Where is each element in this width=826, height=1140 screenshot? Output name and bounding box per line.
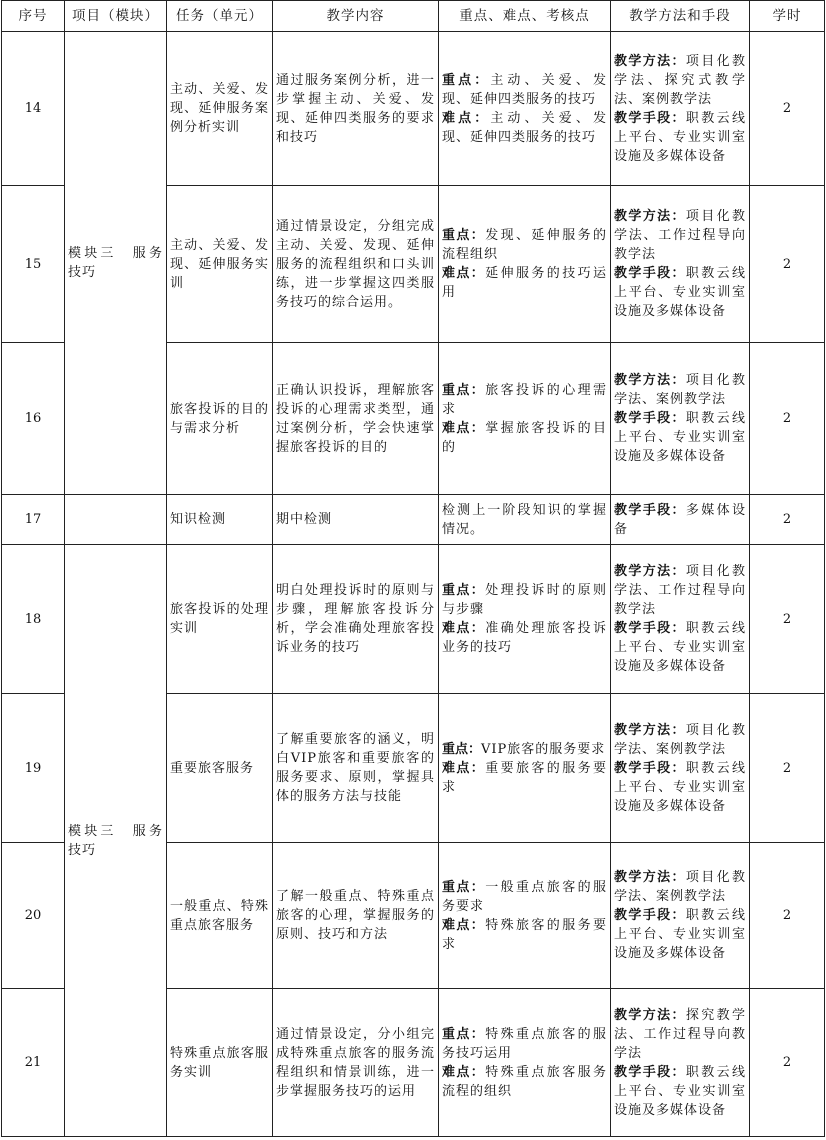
means-text: 职教云线上平台、专业实训室设施及多媒体设备 xyxy=(614,110,746,164)
row-number: 14 xyxy=(2,32,65,186)
means-label: 教学手段： xyxy=(614,266,686,281)
table-row xyxy=(2,495,825,545)
header-no: 序号 xyxy=(2,1,65,32)
hours-cell: 2 xyxy=(750,545,825,694)
task-cell: 特殊重点旅客服务实训 xyxy=(167,989,273,1137)
key-label: 重点： xyxy=(442,228,486,243)
task-cell: 重要旅客服务 xyxy=(167,694,273,843)
curriculum-table xyxy=(1,0,825,1137)
table-header-row xyxy=(2,1,825,32)
key-text: 主动、关爱、发现、延伸四类服务的技巧 xyxy=(442,72,607,107)
method-text: 项目化教学法、工作过程导向教学法 xyxy=(614,209,746,262)
key-text: 特殊重点旅客的服务技巧运用 xyxy=(442,1026,607,1061)
means-label: 教学手段： xyxy=(614,502,686,518)
means-text: 职教云线上平台、专业实训室设施及多媒体设备 xyxy=(614,411,746,464)
content-cell: 正确认识投诉，理解旅客投诉的心理需求类型，通过案例分析，学会快速掌握旅客投诉的目的 xyxy=(273,343,439,495)
means-label: 教学手段： xyxy=(614,760,686,776)
hours-cell: 2 xyxy=(750,186,825,343)
method-label: 教学方法： xyxy=(614,870,686,885)
row-number: 15 xyxy=(2,186,65,343)
means-label: 教学手段： xyxy=(614,1064,686,1080)
key-label: 重点： xyxy=(442,583,486,598)
method-text: 项目化教学法、案例教学法 xyxy=(614,722,746,757)
difficult-text: 准确处理旅客投诉业务的技巧 xyxy=(442,621,607,655)
content-cell: 了解一般重点、特殊重点旅客的心理，掌握服务的原则、技巧和方法 xyxy=(273,843,439,989)
header-content: 教学内容 xyxy=(273,1,439,32)
methods-cell xyxy=(611,495,750,545)
task-cell: 一般重点、特殊重点旅客服务 xyxy=(167,843,273,989)
method-text: 项目化教学法、案例教学法 xyxy=(614,870,746,904)
header-hours: 学时 xyxy=(750,1,825,32)
key-text: 一般重点旅客的服务要求 xyxy=(442,879,607,914)
hours-cell: 2 xyxy=(750,843,825,989)
key-points-cell xyxy=(439,843,611,989)
key-label: 重点： xyxy=(442,741,482,757)
header-module: 项目（模块） xyxy=(65,1,167,32)
key-label: 重点： xyxy=(442,879,486,895)
method-text: 探究教学法、工作过程导向教学法 xyxy=(614,1007,746,1061)
row-number: 18 xyxy=(2,545,65,694)
difficult-text: 重要旅客的服务要求 xyxy=(442,760,607,795)
methods-cell xyxy=(611,843,750,989)
method-label: 教学方法： xyxy=(614,209,686,224)
difficult-text: 延伸服务的技巧运用 xyxy=(442,266,607,300)
key-label: 重点： xyxy=(442,1026,486,1042)
methods-cell xyxy=(611,694,750,843)
key-points-cell xyxy=(439,989,611,1137)
means-text: 职教云线上平台、专业实训室设施及多媒体设备 xyxy=(614,1064,746,1118)
row-number: 21 xyxy=(2,989,65,1137)
header-methods: 教学方法和手段 xyxy=(611,1,750,32)
method-label: 教学方法： xyxy=(614,564,686,579)
hours-cell: 2 xyxy=(750,989,825,1137)
methods-cell xyxy=(611,343,750,495)
content-cell: 期中检测 xyxy=(273,495,439,545)
difficult-label: 难点： xyxy=(442,621,486,636)
difficult-label: 难点： xyxy=(442,110,491,126)
means-label: 教学手段： xyxy=(614,110,686,126)
content-cell: 通过情景设定，分组完成主动、关爱、发现、延伸服务的流程组织和口头训练，进一步掌握这四类服务技巧的综合运用。 xyxy=(273,186,439,343)
key-label: 重点： xyxy=(442,382,486,398)
key-points-cell: 检测上一阶段知识的掌握情况。 xyxy=(439,495,611,545)
table-row xyxy=(2,32,825,186)
header-task: 任务（单元） xyxy=(167,1,273,32)
difficult-label: 难点： xyxy=(442,917,486,933)
task-cell: 旅客投诉的目的与需求分析 xyxy=(167,343,273,495)
content-cell: 明白处理投诉时的原则与步骤，理解旅客投诉分析，学会准确处理旅客投诉业务的技巧 xyxy=(273,545,439,694)
method-label: 教学方法： xyxy=(614,1007,686,1023)
hours-cell: 2 xyxy=(750,343,825,495)
module-cell: 模块三 服务技巧 xyxy=(65,545,167,1137)
difficult-label: 难点： xyxy=(442,1064,486,1080)
module-cell-empty xyxy=(65,495,167,545)
key-text: 处理投诉时的原则与步骤 xyxy=(442,583,607,617)
table-row xyxy=(2,545,825,694)
method-text: 项目化教学法、探究式教学法、案例教学法 xyxy=(614,53,746,107)
means-text: 职教云线上平台、专业实训室设施及多媒体设备 xyxy=(614,266,746,319)
method-text: 项目化教学法、案例教学法 xyxy=(614,373,746,407)
difficult-text: 主动、关爱、发现、延伸四类服务的技巧 xyxy=(442,110,607,145)
difficult-label: 难点： xyxy=(442,266,486,281)
key-text: 旅客投诉的心理需求 xyxy=(442,382,607,417)
key-points-cell xyxy=(439,343,611,495)
key-points-cell xyxy=(439,545,611,694)
means-label: 教学手段： xyxy=(614,411,686,426)
means-label: 教学手段： xyxy=(614,908,686,923)
key-text: 发现、延伸服务的流程组织 xyxy=(442,228,607,262)
row-number: 20 xyxy=(2,843,65,989)
difficult-text: 掌握旅客投诉的目的 xyxy=(442,420,607,455)
task-cell: 旅客投诉的处理实训 xyxy=(167,545,273,694)
task-cell: 主动、关爱、发现、延伸服务实训 xyxy=(167,186,273,343)
row-number: 17 xyxy=(2,495,65,545)
difficult-label: 难点： xyxy=(442,760,486,776)
method-label: 教学方法： xyxy=(614,373,686,388)
difficult-label: 难点： xyxy=(442,420,486,436)
method-label: 教学方法： xyxy=(614,722,686,738)
hours-cell: 2 xyxy=(750,32,825,186)
hours-cell: 2 xyxy=(750,694,825,843)
row-number: 19 xyxy=(2,694,65,843)
hours-cell: 2 xyxy=(750,495,825,545)
difficult-text: 特殊旅客的服务要求 xyxy=(442,917,607,952)
means-text: 职教云线上平台、专业实训室设施及多媒体设备 xyxy=(614,908,746,961)
method-label: 教学方法： xyxy=(614,53,686,69)
content-cell: 通过服务案例分析，进一步掌握主动、关爱、发现、延伸四类服务的要求和技巧 xyxy=(273,32,439,186)
key-points-cell xyxy=(439,186,611,343)
content-cell: 了解重要旅客的涵义，明白VIP旅客和重要旅客的服务要求、原则，掌握具体的服务方法与技能 xyxy=(273,694,439,843)
key-points-cell xyxy=(439,32,611,186)
methods-cell xyxy=(611,186,750,343)
key-points-cell xyxy=(439,694,611,843)
header-key-points: 重点、难点、考核点 xyxy=(439,1,611,32)
methods-cell xyxy=(611,32,750,186)
task-cell: 主动、关爱、发现、延伸服务案例分析实训 xyxy=(167,32,273,186)
key-label: 重点： xyxy=(442,72,491,88)
methods-cell xyxy=(611,989,750,1137)
module-cell: 模块三 服务技巧 xyxy=(65,32,167,495)
means-text: 多媒体设备 xyxy=(614,502,746,537)
means-text: 职教云线上平台、专业实训室设施及多媒体设备 xyxy=(614,760,746,814)
task-cell: 知识检测 xyxy=(167,495,273,545)
content-cell: 通过情景设定，分小组完成特殊重点旅客的服务流程组织和情景训练，进一步掌握服务技巧的运用 xyxy=(273,989,439,1137)
methods-cell xyxy=(611,545,750,694)
difficult-text: 特殊重点旅客服务流程的组织 xyxy=(442,1064,607,1099)
key-text: VIP旅客的服务要求 xyxy=(481,741,606,757)
method-text: 项目化教学法、工作过程导向教学法 xyxy=(614,564,746,617)
row-number: 16 xyxy=(2,343,65,495)
means-text: 职教云线上平台、专业实训室设施及多媒体设备 xyxy=(614,621,746,674)
means-label: 教学手段： xyxy=(614,621,686,636)
